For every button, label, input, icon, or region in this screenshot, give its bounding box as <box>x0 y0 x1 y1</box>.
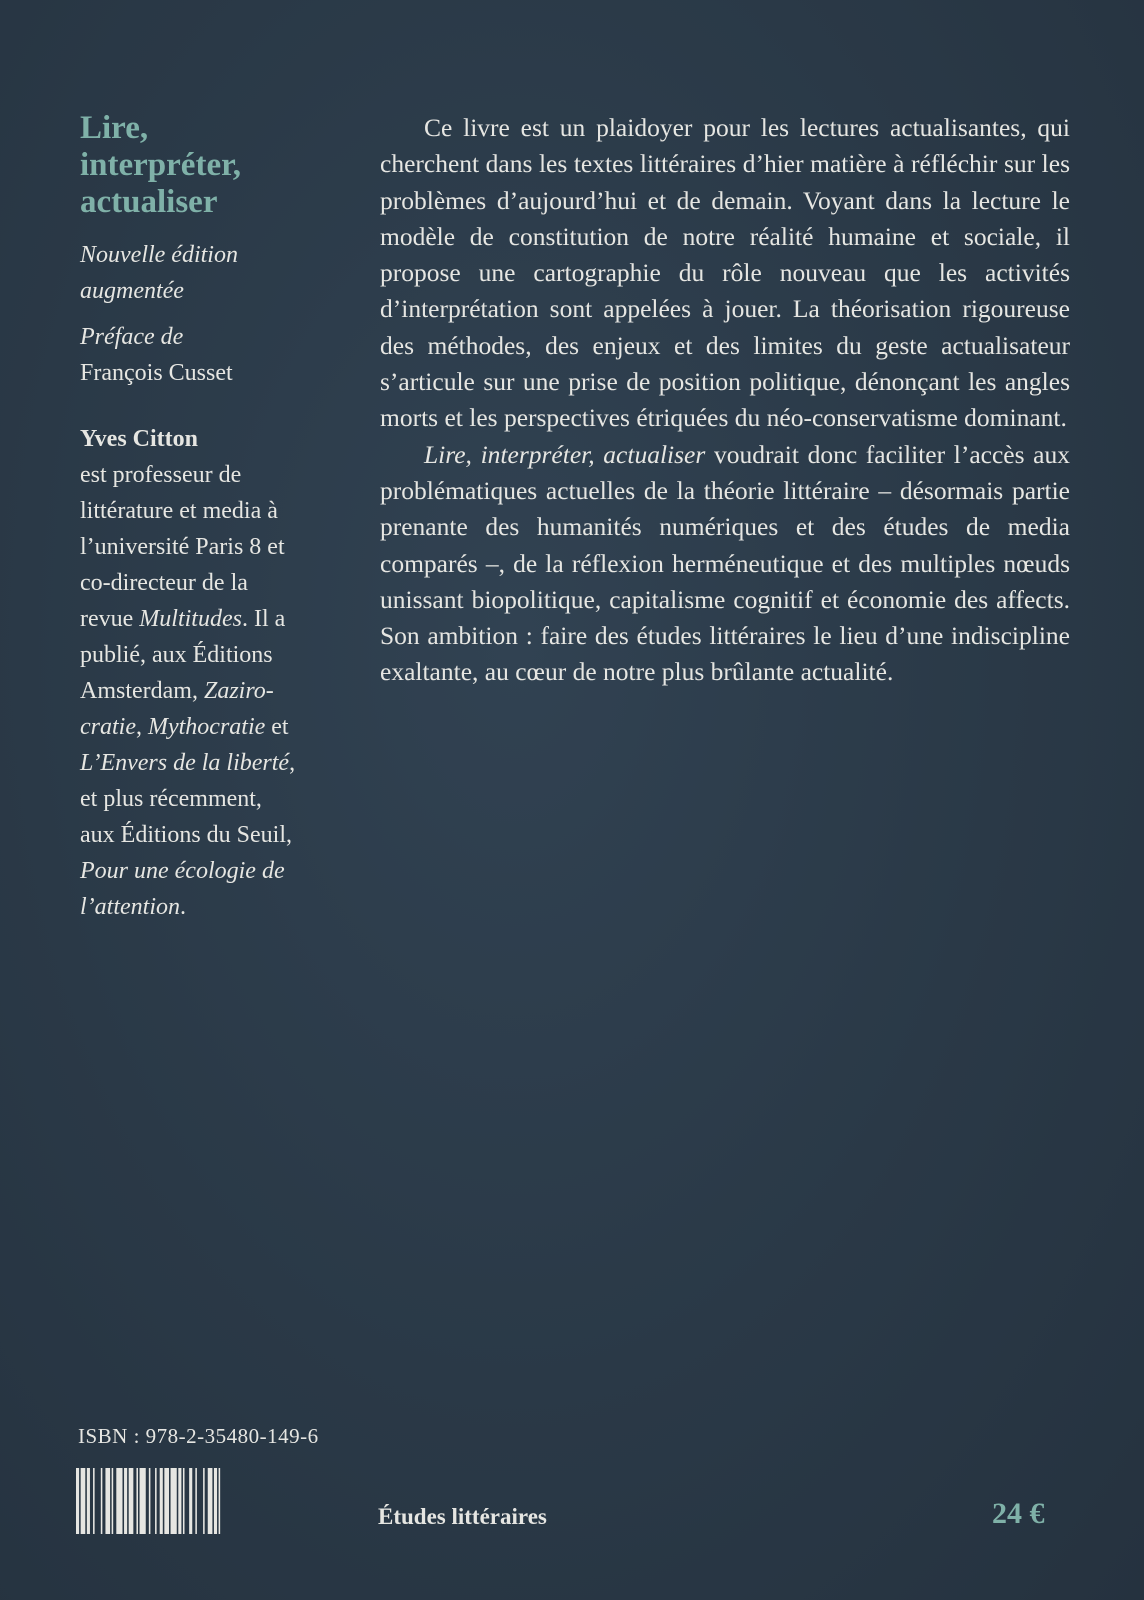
barcode-bar <box>76 1468 79 1534</box>
bio-text: et <box>265 714 289 740</box>
barcode-bar <box>183 1468 185 1534</box>
edition-note <box>80 237 350 309</box>
bio-line <box>80 709 350 745</box>
author-block <box>80 421 350 925</box>
bio-line: publié, aux Éditions <box>80 642 273 668</box>
blurb-paragraph-1: Ce livre est un plaidoyer pour les lectures actualisantes, qui cherchent dans les textes littéraires d’hier matière à réfléchir sur les problèmes d’aujourd’hui et de demain. Voyant dans la lecture le modèle de constitution de notre réalité humaine et sociale, il propose une cartographie du rôle nouveau que les activités d’interprétation sont appelées à jouer. La théorisation rigoureuse des méthodes, des enjeux et des limites du geste actualisateur s’articule sur une prise de position politique, dénonçant les angles morts et les perspectives étriquées du néo-conservatisme dominant. <box>380 113 1070 433</box>
title-line: Lire, <box>80 110 149 146</box>
barcode-bar <box>160 1468 163 1534</box>
bio-text: revue <box>80 606 140 632</box>
author-bio <box>80 457 350 925</box>
preface-credit <box>80 319 350 391</box>
barcode-bar <box>214 1468 217 1534</box>
author-name: Yves Citton <box>80 426 198 452</box>
preface-label: Préface de <box>80 324 184 350</box>
bio-line: littérature et media à <box>80 498 278 524</box>
barcode-bar <box>112 1468 114 1534</box>
edition-line: augmentée <box>80 278 184 304</box>
bio-line: et plus récemment, <box>80 786 262 812</box>
bio-line: l’université Paris 8 et <box>80 534 285 560</box>
bio-italic: Multitudes <box>139 606 242 632</box>
price-label: 24 € <box>992 1497 1045 1530</box>
bio-text: , <box>289 750 296 776</box>
barcode-bar <box>140 1468 146 1534</box>
bio-text: . <box>179 894 186 920</box>
barcode-icon <box>76 1468 336 1534</box>
barcode-bar <box>93 1468 95 1534</box>
bio-line <box>80 673 350 709</box>
bio-line: co-directeur de la <box>80 570 248 596</box>
edition-line: Nouvelle édition <box>80 242 238 268</box>
barcode-bar <box>101 1468 103 1534</box>
book-title <box>80 110 350 221</box>
isbn-label: ISBN : 978-2-35480-149-6 <box>78 1424 319 1448</box>
series-name: Études littéraires <box>378 1504 547 1529</box>
barcode-bar <box>171 1468 177 1534</box>
barcode-bar <box>124 1468 127 1534</box>
barcode-bar <box>203 1468 205 1534</box>
bio-text: , <box>135 714 148 740</box>
barcode-bar <box>129 1468 134 1534</box>
bio-italic: cratie <box>80 714 136 740</box>
blurb <box>380 110 1070 691</box>
blurb-title-italic: Lire, interpréter, actualiser <box>424 439 706 469</box>
blurb-paragraph-2 <box>380 437 1070 691</box>
bio-line <box>80 601 350 637</box>
bio-italic: L’Envers de la liberté <box>80 750 290 776</box>
barcode-bar <box>149 1468 151 1534</box>
bio-text: Amsterdam, <box>80 678 204 704</box>
bio-text: . Il a <box>241 606 286 632</box>
left-column <box>80 110 350 925</box>
bio-italic: Pour une écologie de <box>80 858 285 884</box>
barcode-bar <box>136 1468 138 1534</box>
barcode-bar <box>195 1468 197 1534</box>
title-line: interpréter, <box>80 147 241 183</box>
preface-author: François Cusset <box>80 360 233 386</box>
bio-line: aux Éditions du Seuil, <box>80 822 292 848</box>
barcode-bar <box>105 1468 110 1534</box>
bio-line <box>80 889 350 925</box>
barcode-bar <box>155 1468 157 1534</box>
bio-line <box>80 853 350 889</box>
bio-italic: Mythocratie <box>147 714 266 740</box>
bio-line: est professeur de <box>80 462 242 488</box>
blurb-paragraph-2-text: voudrait donc faciliter l’accès aux problématiques actuelles de la théorie littéraire – désormais partie prenante des humanités numériques et des études de media comparés –, de la réflexion herméneutique et des multiples nœuds unissant biopolitique, capitalisme cognitif et économie des affects. Son ambition : faire des études littéraires le lieu d’une indiscipline exaltante, au cœur de notre plus brûlante actualité. <box>380 439 1070 687</box>
barcode-bar <box>219 1468 221 1534</box>
title-line: actualiser <box>80 184 218 220</box>
barcode-bar <box>189 1468 192 1534</box>
bio-italic: Zaziro- <box>203 678 274 704</box>
barcode-bar <box>208 1468 213 1534</box>
barcode-bar <box>116 1468 122 1534</box>
bio-line <box>80 745 350 781</box>
barcode-bar <box>87 1468 90 1534</box>
barcode-bar <box>164 1468 169 1534</box>
bio-italic: l’attention <box>80 894 180 920</box>
barcode-bar <box>81 1468 86 1534</box>
barcode-bar <box>178 1468 181 1534</box>
